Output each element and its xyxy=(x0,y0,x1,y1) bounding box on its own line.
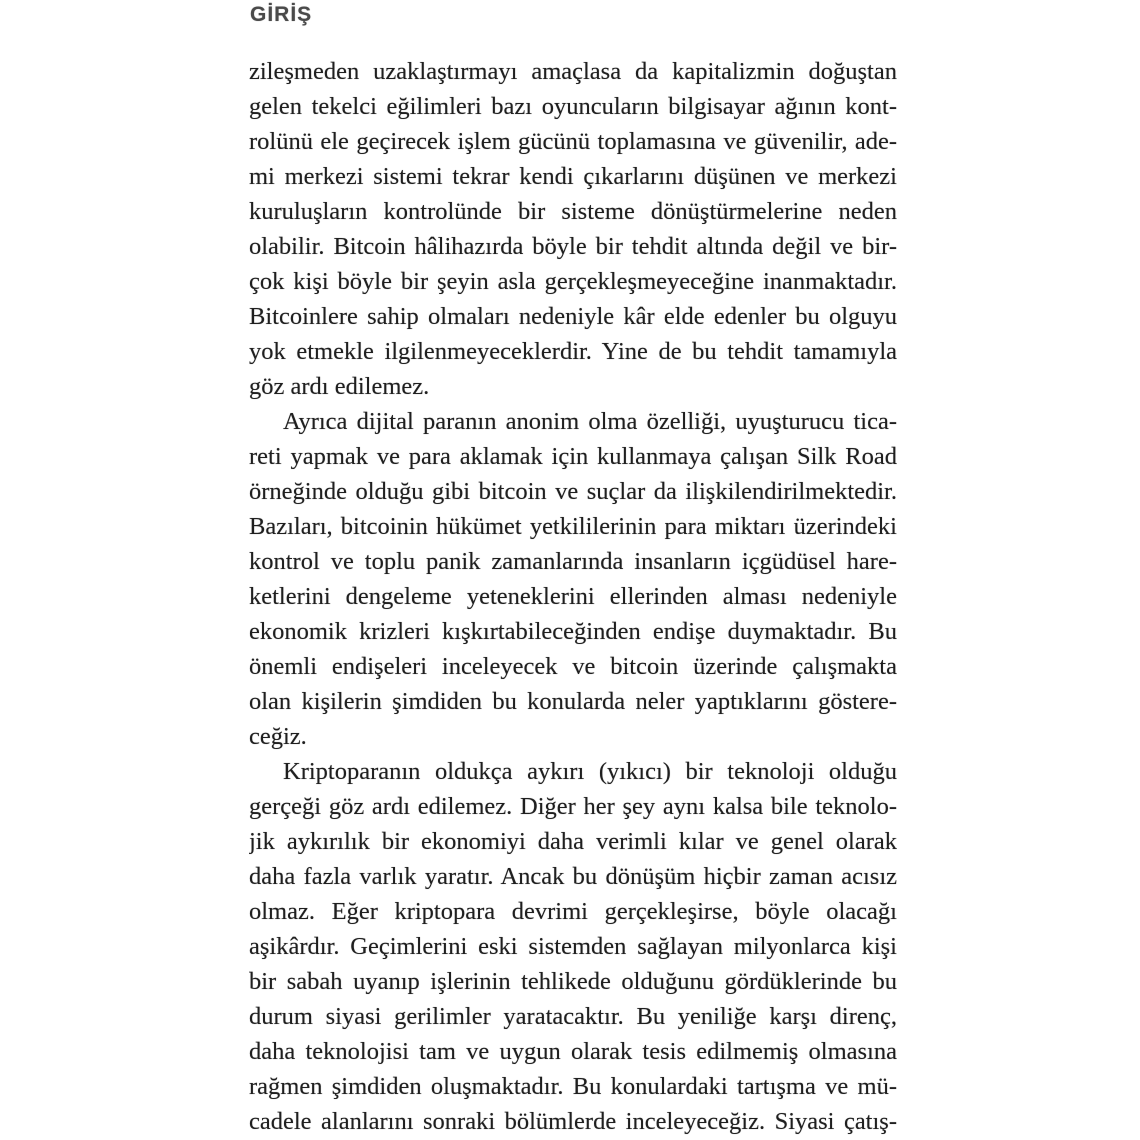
text-line: rağmen şimdiden oluşmaktadır. Bu konulardaki tartışma ve mü- xyxy=(249,1073,897,1100)
text-line: çok kişi böyle bir şeyin asla gerçekleşmeyeceğine inanmaktadır. xyxy=(249,268,897,295)
text-line: Bazıları, bitcoinin hükümet yetkililerinin para miktarı üzerindeki xyxy=(249,513,897,540)
text-line: olabilir. Bitcoin hâlihazırda böyle bir tehdit altında değil ve bir- xyxy=(249,233,897,260)
text-line: rolünü ele geçirecek işlem gücünü toplamasına ve güvenilir, ade- xyxy=(249,128,897,155)
text-line: jik aykırılık bir ekonomiyi daha verimli kılar ve genel olarak xyxy=(249,828,897,855)
text-line: önemli endişeleri inceleyecek ve bitcoin üzerinde çalışmakta xyxy=(249,653,897,680)
text-line: olan kişilerin şimdiden bu konularda neler yaptıklarını göstere- xyxy=(249,688,897,715)
text-line: daha teknolojisi tam ve uygun olarak tesis edilmemiş olmasına xyxy=(249,1038,897,1065)
text-line: ekonomik krizleri kışkırtabileceğinden endişe duymaktadır. Bu xyxy=(249,618,897,645)
text-line: göz ardı edilemez. xyxy=(249,373,430,400)
text-line: durum siyasi gerilimler yaratacaktır. Bu yeniliğe karşı direnç, xyxy=(249,1003,897,1030)
text-line: Kriptoparanın oldukça aykırı (yıkıcı) bir teknoloji olduğu xyxy=(283,758,897,785)
text-line: Bitcoinlere sahip olmaları nedeniyle kâr elde edenler bu olguyu xyxy=(249,303,897,330)
text-line: ketlerini dengeleme yeteneklerini ellerinden alması nedeniyle xyxy=(249,583,897,610)
text-line: gerçeği göz ardı edilemez. Diğer her şey aynı kalsa bile teknolo- xyxy=(249,793,897,820)
text-line: örneğinde olduğu gibi bitcoin ve suçlar da ilişkilendirilmektedir. xyxy=(249,478,897,505)
text-line: daha fazla varlık yaratır. Ancak bu dönüşüm hiçbir zaman acısız xyxy=(249,863,897,890)
text-line: aşikârdır. Geçimlerini eski sistemden sağlayan milyonlarca kişi xyxy=(249,933,897,960)
text-line: zileşmeden uzaklaştırmayı amaçlasa da kapitalizmin doğuştan xyxy=(249,58,897,85)
text-line: ceğiz. xyxy=(249,723,307,750)
text-line: yok etmekle ilgilenmeyeceklerdir. Yine de bu tehdit tamamıyla xyxy=(249,338,897,365)
text-line: cadele alanlarını sonraki bölümlerde inceleyeceğiz. Siyasi çatış- xyxy=(249,1108,897,1135)
text-line: gelen tekelci eğilimleri bazı oyuncuların bilgisayar ağının kont- xyxy=(249,93,897,120)
body-text xyxy=(249,54,897,1139)
text-line: reti yapmak ve para aklamak için kullanmaya çalışan Silk Road xyxy=(249,443,897,470)
text-line: Ayrıca dijital paranın anonim olma özelliği, uyuşturucu tica- xyxy=(283,408,897,435)
text-line: kuruluşların kontrolünde bir sisteme dönüştürmelerine neden xyxy=(249,198,897,225)
text-line: bir sabah uyanıp işlerinin tehlikede olduğunu gördüklerinde bu xyxy=(249,968,897,995)
text-line: mi merkezi sistemi tekrar kendi çıkarlarını düşünen ve merkezi xyxy=(249,163,897,190)
text-line: olmaz. Eğer kriptopara devrimi gerçekleşirse, böyle olacağı xyxy=(249,898,897,925)
text-line: kontrol ve toplu panik zamanlarında insanların içgüdüsel hare- xyxy=(249,548,897,575)
chapter-heading: GİRİŞ xyxy=(250,3,313,26)
